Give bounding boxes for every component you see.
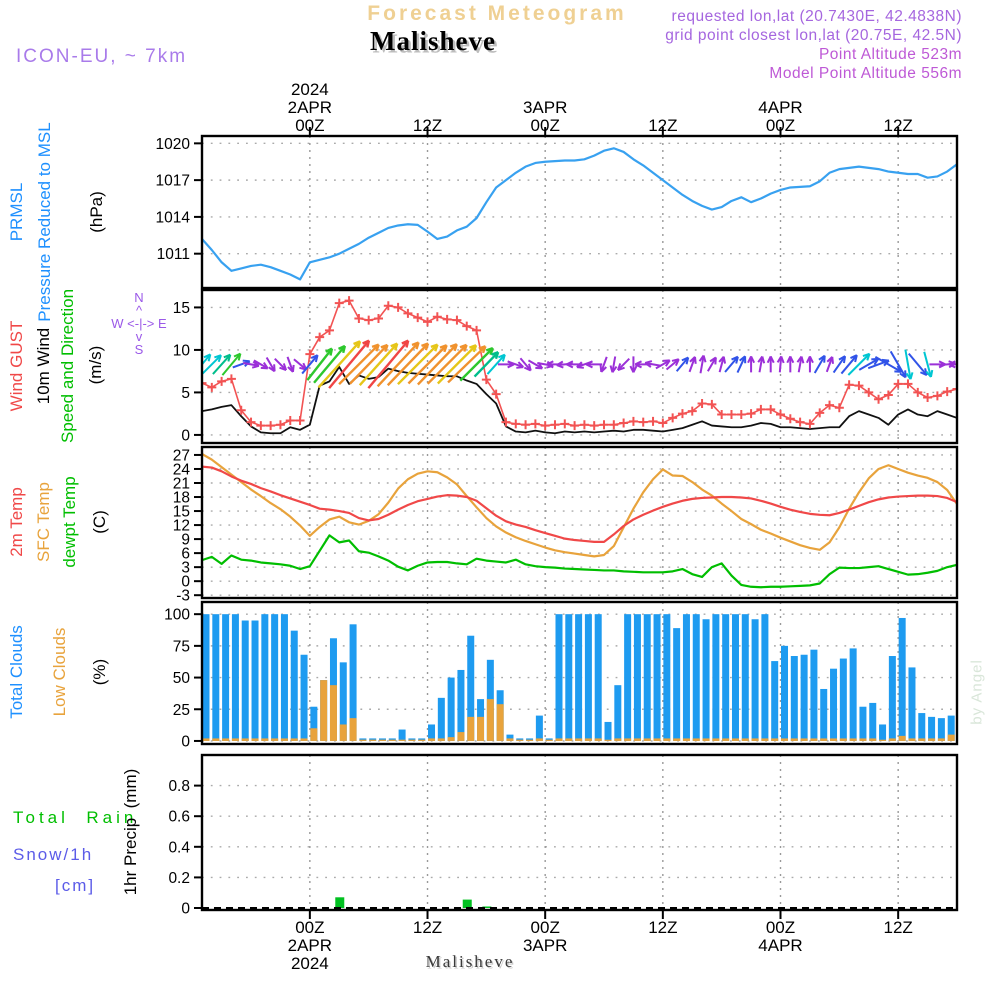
svg-text:00Z: 00Z [295,918,325,937]
svg-text:00Z: 00Z [295,116,325,135]
svg-text:75: 75 [172,638,190,656]
svg-text:10: 10 [172,342,190,360]
svg-text:12: 12 [172,517,190,535]
svg-text:00Z: 00Z [765,918,796,937]
label-2m-temp: 2m Temp [7,487,26,557]
svg-text:24: 24 [172,461,190,479]
temperature-series [202,454,957,587]
label-c-units: (C) [90,510,109,534]
svg-text:0: 0 [181,427,190,445]
svg-text:1020: 1020 [155,135,190,153]
label-hpa-units: (hPa) [87,191,106,233]
svg-text:3APR: 3APR [522,936,568,955]
svg-text:12Z: 12Z [883,116,913,135]
label-wind-gust: Wind GUST [7,320,26,412]
svg-text:27: 27 [172,447,190,465]
svg-text:6: 6 [181,545,190,563]
svg-text:4APR: 4APR [758,98,803,117]
svg-text:100: 100 [164,606,190,624]
label-snow-1h: Snow/1h [13,845,94,864]
label-dewpt-temp: dewpt Temp [60,476,79,568]
svg-text:15: 15 [172,299,190,317]
svg-text:-3: -3 [176,587,190,605]
label-sfc-temp: SFC Temp [34,482,53,562]
svg-text:00Z: 00Z [530,918,560,937]
svg-text:1011: 1011 [156,246,190,264]
svg-text:0: 0 [181,733,190,751]
station-footer: Malisheve [425,952,515,971]
label-pct-units: (%) [90,658,109,686]
svg-text:2APR: 2APR [287,936,333,955]
panel-frames [202,136,957,910]
svg-text:3APR: 3APR [522,98,568,117]
svg-text:2024: 2024 [290,80,329,99]
svg-text:2024: 2024 [290,954,329,973]
label-speed-direction: Speed and Direction [58,288,77,444]
svg-text:12Z: 12Z [648,918,678,937]
svg-text:9: 9 [181,531,190,549]
pressure-series [202,148,957,279]
compass-s: S [134,342,144,357]
compass-n: N [134,290,144,305]
label-ms-units: (m/s) [86,345,105,385]
svg-text:0.2: 0.2 [168,869,190,887]
svg-text:50: 50 [172,670,190,688]
grid-lines [202,136,957,910]
credit-watermark: by Angel [968,659,986,725]
svg-text:18: 18 [172,489,190,507]
svg-text:12Z: 12Z [412,918,443,937]
svg-text:3: 3 [181,559,190,577]
svg-text:00Z: 00Z [530,116,560,135]
svg-text:21: 21 [172,475,190,493]
svg-text:12Z: 12Z [648,116,678,135]
svg-text:2APR: 2APR [287,98,333,117]
svg-text:0.8: 0.8 [168,778,190,796]
svg-text:0.4: 0.4 [168,839,190,857]
svg-text:0: 0 [181,900,190,918]
label-prmsl: PRMSL [7,182,26,242]
precip-bars [335,897,491,908]
label-10m-wind: 10m Wind [34,327,53,405]
label-total-clouds: Total Clouds [7,625,26,719]
label-low-clouds: Low Clouds [50,627,69,717]
svg-text:25: 25 [172,701,190,719]
label-pressure-long: Pressure Reduced to MSL [35,122,54,322]
requested-coords: requested lon,lat (20.7430E, 42.4838N) [671,8,962,25]
point-altitude: Point Altitude 523m [818,46,962,63]
label-total-rain: Total Rain [13,808,138,827]
station-title: Malisheve [370,26,496,56]
svg-text:1017: 1017 [155,172,190,190]
svg-text:1014: 1014 [155,209,190,227]
model-point-altitude: Model Point Altitude 556m [769,65,962,82]
compass-up-arrow: ^ [135,303,143,318]
label-1hr-precip-axis: 1hr Precip (mm) [121,768,140,896]
compass-we-row: W <-|-> E [111,316,167,331]
svg-text:0.6: 0.6 [168,808,190,826]
svg-text:0: 0 [181,573,190,591]
svg-text:15: 15 [172,503,190,521]
model-name-label: ICON-EU, ~ 7km [16,46,188,67]
svg-text:12Z: 12Z [412,116,443,135]
grid-point-coords: grid point closest lon,lat (20.75E, 42.5N) [665,27,962,44]
axis-ticks-labels [156,80,913,973]
svg-text:5: 5 [181,384,190,402]
svg-text:4APR: 4APR [758,936,803,955]
svg-text:00Z: 00Z [765,116,796,135]
page-title: Forecast Meteogram [367,2,627,25]
svg-text:12Z: 12Z [883,918,913,937]
label-cm-units: [cm] [55,876,96,895]
compass-down-arrow: v [135,329,143,344]
